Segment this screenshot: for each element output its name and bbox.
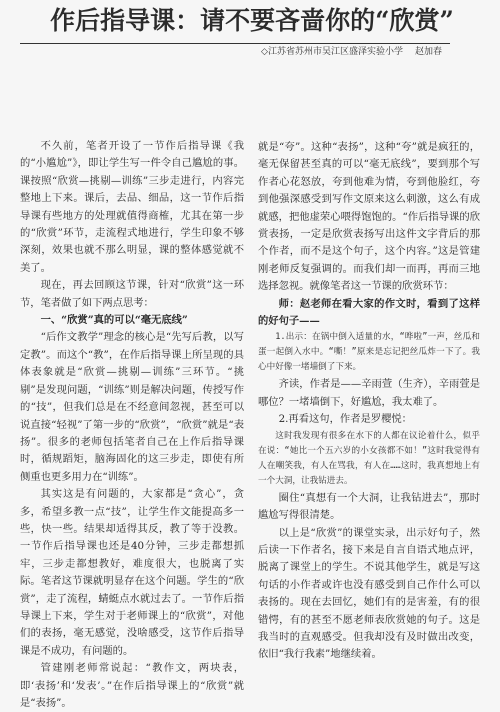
article-title: 作后指导课：请不要吝啬你的“欣赏” [50,6,454,35]
paragraph: “后作文教学”理念的核心是“先写后教，以写定教”。而这个“教”，在作后指导课上所呈现的具体表象就是“欣赏—挑剔—训练”三环节。“挑剔”是发现问题，“训练”则是解决问题，传授写作的“技”，但我们总是在不经意间忽视，甚至可以说直接“轻视”了第一步的“欣赏”，“欣赏”就是“表扬”。很多的老师包括笔者自己在上作后指导课时，循规蹈矩，脑海固化的这三步走，即使有所侧重也更多用力在“训练”。 [20,331,244,483]
paragraph: 不久前，笔者开设了一节作后指导课《我的“小尴尬”》，即让学生写一件令自己尴尬的事。课按照“欣赏—挑剔—训练”三步走进行，内容完整地上下来。课后，去品、细品，这一节作后指导课有些地方的处理就值得商榷，尤其在第一步的“欣赏”环节，走流程式地进行，学生印象不够深刻，效果也就不那么明显，课的整体感觉就不美了。 [20,140,244,274]
paragraph: 2.再看这句，作者是罗樱悦： [278,413,412,426]
paragraph: 以上是“欣赏”的课堂实录，出示好句子，然后读一下作者名，接下来是自言自语式地点评，脱离了课堂上的学生。不说其他学生，就是写这句话的小作者或许也没有感受到自己作什么可以表扬的。现在去回忆，她们有的是害羞，有的很错愕，有的甚至不愿老师表欣赏她的句子。这是我当时的直观感受。但我却没有及时做出改变，依旧“我行我素”地继续着。 [258,526,480,661]
right-column [258,139,480,664]
paragraph: 现在，再去回顾这节课，针对“欣赏”这一环节，笔者做了如下两点思考： [20,279,244,309]
author-line [261,46,442,58]
author-organization: ◇江苏省苏州市吴江区盛泽实验小学 [261,47,403,57]
paragraph: 管建刚老师常说起：“教作文，两块表，即‘表扬’和‘发表’。”在作后指导课上的“欣赏”就是“表扬”。 [20,662,244,709]
author-name: 赵加春 [414,47,442,57]
teacher-line: 师：赵老师在看大家的作文时，看到了这样的好句子—— [258,297,480,328]
left-column [20,138,244,712]
quoted-sentence: 这时我发现有很多在水下的人都在议论着什么，似乎在说：“她比一个五六岁的小女孩都不如！”这时我觉得有人在嘲笑我，有人在骂我，有人在……这时，我真想地上有一个大洞，让我钻进去。 [258,430,480,486]
quoted-sentence: 1.出示：在锅中倒入适量的水，“哗啦”一声，丝瓜和蛋一起倒入水中。“嘶！”原来是忘记把丝瓜炸一下了。我心中好像一堵墙倒了下来。 [258,332,480,373]
section-heading: 一、“欣赏”真的可以“毫无底线” [40,314,188,327]
paragraph: 圈住“真想有一个大洞，让我钻进去”，那时尴尬写得很清楚。 [258,491,480,522]
paragraph: 齐读，作者是——辛雨萱（生齐），辛雨萱是哪位？一堵墙倒下，好尴尬，我太难了。 [258,378,480,408]
paragraph: 其实这是有问题的，大家都是“贪心”，贪多，希望多教一点“技”，让学生作文能提高多一些，快一些。结果却适得其反，教了等于没教。一节作后指导课也还是40分钟，三步走都想抓牢，三步走都想教好，难度很大，也脱离了实际。笔者这节课就明显存在这个问题。学生的“欣赏”，走了流程，蜻蜓点水就过去了。一节作后指导课上下来，学生对于老师课上的“欣赏”，对他们的表扬，毫无感觉，没啥感受，这节作后指导课是不成功，有问题的。 [20,488,244,657]
title-divider [20,43,450,44]
paragraph: 就是“夸”。这种“表扬”，这种“夸”就是疯狂的，毫无保留甚至真的可以“毫无底线”，要到那个写作者心花怒放，夸到他难为情，夸到他脸红，夸到他强深感受到写作文原来这么刺激，这么有成就感，把他虚荣心喂得饱饱的。“作后指导课的欣赏表扬，一定是欣赏表扬写出这件文字背后的那个作者，而不是这个句子，这个内容。”这是管建刚老师反复强调的。而我们却一而再，再而三地选择忽视。就像笔者这一节课的欣赏环节： [258,141,480,293]
